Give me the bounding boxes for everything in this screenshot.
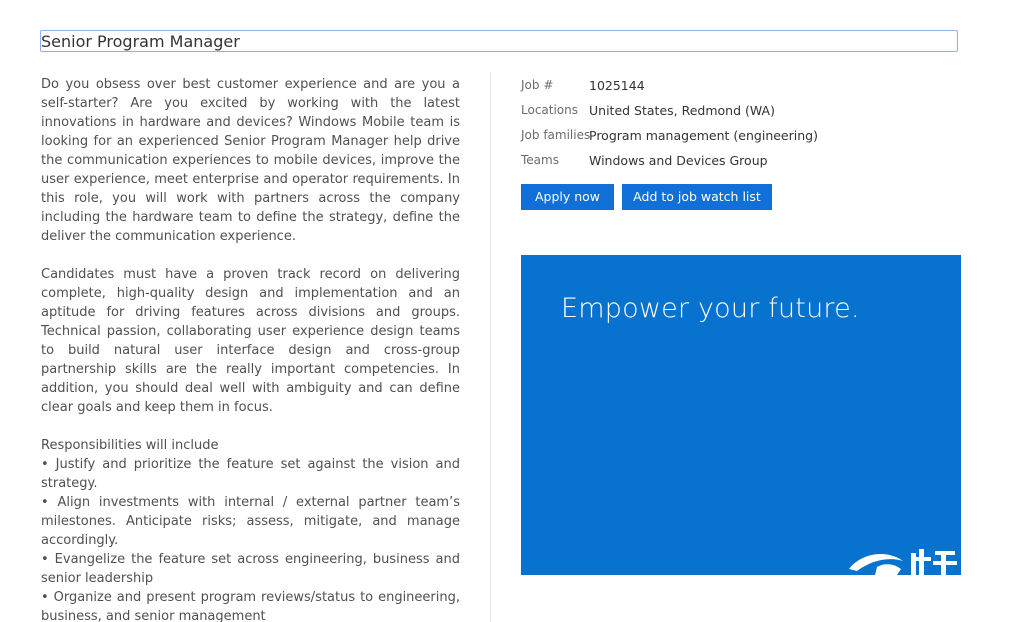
teams-value: Windows and Devices Group (589, 153, 768, 168)
job-number-label: Job # (521, 78, 554, 92)
responsibilities-list (41, 455, 460, 622)
job-meta (521, 73, 818, 173)
meta-row-teams (521, 148, 818, 173)
promo-banner[interactable] (521, 255, 961, 575)
locations-label: Locations (521, 103, 579, 117)
responsibility-item: • Align investments with internal / external partner team’s milestones. Anticipate risks; assess, mitigate, and manage accordingly. (41, 495, 460, 548)
column-divider (490, 72, 491, 622)
meta-row-job-number (521, 73, 818, 98)
add-to-watch-list-button[interactable]: Add to job watch list (622, 184, 772, 210)
responsibilities-heading: Responsibilities will include (41, 438, 219, 453)
action-buttons (521, 184, 772, 210)
responsibility-item: • Evangelize the feature set across engineering, business and senior leadership (41, 552, 460, 586)
job-number-value: 1025144 (589, 78, 645, 93)
meta-row-job-families (521, 123, 818, 148)
job-title-box (40, 30, 958, 52)
job-families-value: Program management (engineering) (589, 128, 818, 143)
locations-value: United States, Redmond (WA) (589, 103, 775, 118)
teams-label: Teams (521, 153, 559, 167)
job-title: Senior Program Manager (41, 32, 240, 51)
banner-headline: Empower your future. (561, 293, 860, 324)
swoosh-logo-icon (847, 547, 961, 575)
responsibility-item: • Justify and prioritize the feature set against the vision and strategy. (41, 457, 460, 491)
responsibility-item: • Organize and present program reviews/status to engineering, business, and senior management (41, 590, 460, 622)
description-paragraph-2: Candidates must have a proven track record on delivering complete, high-quality design and implementation and an aptitude for driving features across divisions and groups. Technical passion, collaborating user experience design teams to build natural user interface design and cross-group partnership skills are the really important competencies. In addition, you should deal well with ambiguity and can define clear goals and keep them in focus. (41, 267, 460, 415)
description-paragraph-1: Do you obsess over best customer experience and are you a self-starter? Are you excited by working with the latest innovations in hardware and devices? Windows Mobile team is looking for an experienced Senior Program Manager help drive the communication experiences to mobile devices, improve the user experience, meet enterprise and operator requirements. In this role, you will work with partners across the company including the hardware team to define the strategy, define the deliver the communication experience. (41, 77, 460, 244)
meta-row-locations (521, 98, 818, 123)
job-families-label: Job families (521, 128, 591, 142)
apply-now-button[interactable]: Apply now (521, 184, 614, 210)
job-description (41, 75, 460, 622)
